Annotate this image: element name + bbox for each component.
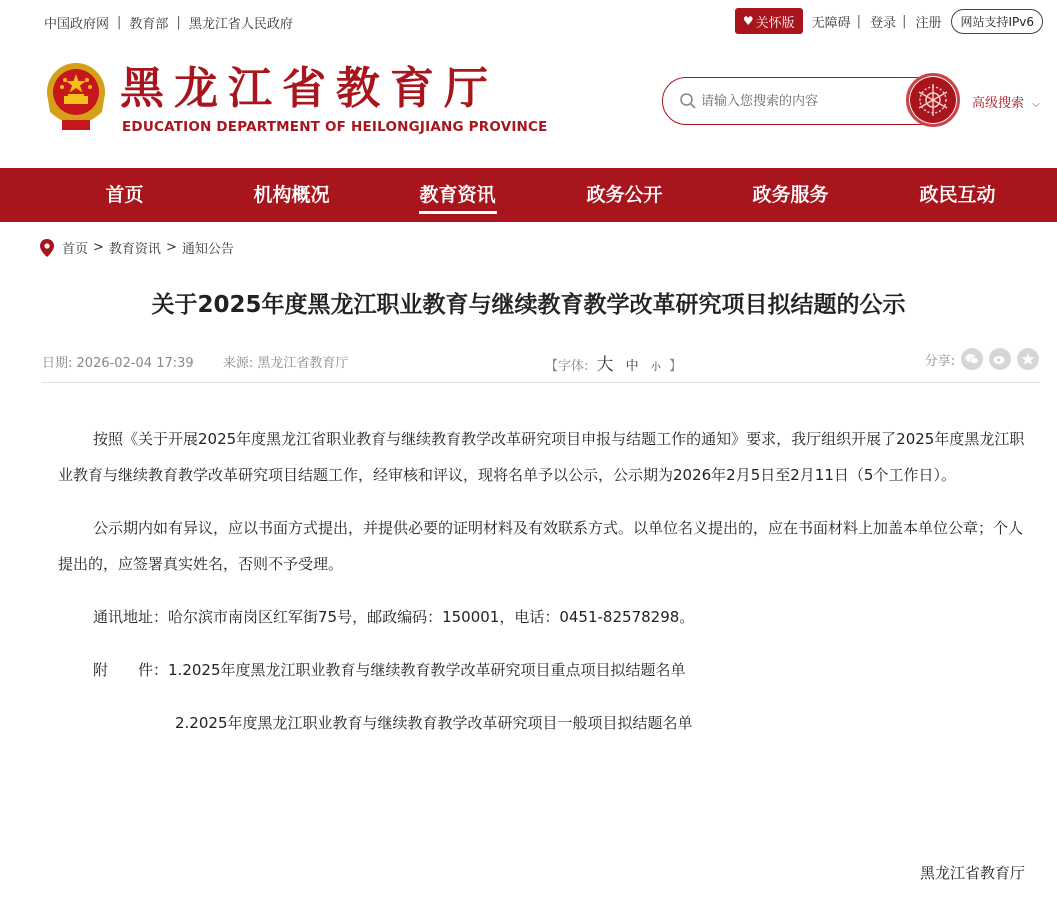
share-bar <box>925 348 1039 370</box>
paragraph: 按照《关于开展2025年度黑龙江省职业教育与继续教育教学改革研究项目申报与结题工作的通知》要求，我厅组织开展了2025年度黑龙江职业教育与继续教育教学改革研究项目结题工作，经审核和评议，现将名单予以公示，公示期为2026年2月5日至2月11日（5个工作日）。 <box>58 430 1025 484</box>
font-size-label: 【字体: <box>545 359 589 374</box>
attachment-link-1[interactable]: 1.2025年度黑龙江职业教育与继续教育教学改革研究项目重点项目拟结题名单 <box>168 661 686 679</box>
font-size-medium[interactable]: 中 <box>625 359 639 374</box>
search-button[interactable] <box>906 73 960 127</box>
font-size-close: 】 <box>668 359 682 374</box>
national-emblem-icon[interactable] <box>42 60 110 134</box>
font-size-switcher <box>545 350 682 375</box>
nav-item-news[interactable]: 教育资讯 <box>374 168 541 222</box>
heart-icon: ♥ <box>742 14 754 28</box>
article-title: 关于2025年度黑龙江职业教育与继续教育教学改革研究项目拟结题的公示 <box>151 292 906 318</box>
nav-item-interaction[interactable]: 政民互动 <box>919 184 996 206</box>
nav-item-public-affairs[interactable]: 政务公开 <box>586 184 663 206</box>
separator: | <box>117 15 122 30</box>
date-value: 2026-02-04 17:39 <box>76 356 194 371</box>
attachment-line-2 <box>58 705 1028 741</box>
attachment-label: 附 件： <box>93 661 169 679</box>
advanced-search-label: 高级搜索 <box>972 96 1025 111</box>
paragraph: 公示期内如有异议，应以书面方式提出，并提供必要的证明材料及有效联系方式。以单位名义提出的，应在书面材料上加盖本单位公章；个人提出的，应签署真实姓名，否则不予受理。 <box>58 519 1024 573</box>
link-gov-cn[interactable]: 中国政府网 <box>44 17 110 32</box>
weibo-icon[interactable] <box>989 348 1011 370</box>
wechat-icon[interactable] <box>961 348 983 370</box>
site-header <box>0 42 1057 168</box>
location-pin-icon <box>40 239 54 257</box>
font-size-large[interactable]: 大 <box>596 355 614 375</box>
search-input[interactable] <box>701 90 901 112</box>
date-label: 日期: <box>42 356 73 371</box>
separator: | <box>176 15 181 30</box>
login-link[interactable]: 登录 <box>870 15 897 31</box>
signature: 黑龙江省教育厅 <box>919 864 1025 882</box>
chevron-down-icon: ⌵ <box>1032 99 1040 110</box>
site-title: 黑龙江省教育厅 <box>120 63 498 114</box>
article-meta <box>42 352 348 371</box>
site-subtitle: EDUCATION DEPARTMENT OF HEILONGJIANG PROVINCE <box>122 119 548 135</box>
qzone-icon[interactable] <box>1017 348 1039 370</box>
font-size-small[interactable]: 小 <box>650 362 661 373</box>
snowflake-icon <box>909 76 957 124</box>
source-value: 黑龙江省教育厅 <box>257 356 349 371</box>
accessibility-link[interactable]: 无障碍 <box>811 15 851 31</box>
paragraph: 通讯地址：哈尔滨市南岗区红军街75号，邮政编码：150001，电话：0451-82578298。 <box>93 608 695 626</box>
attachment-link-2[interactable]: 2.2025年度黑龙江职业教育与继续教育教学改革研究项目一般项目拟结题名单 <box>175 714 693 732</box>
advanced-search-link[interactable] <box>972 92 1040 111</box>
top-right-tools <box>735 8 1043 34</box>
breadcrumb-home[interactable]: 首页 <box>62 242 89 257</box>
search-icon <box>679 92 697 110</box>
breadcrumb-separator: > <box>165 240 177 255</box>
separator: | <box>856 13 862 29</box>
care-mode-label: 关怀版 <box>755 15 795 31</box>
link-moe[interactable]: 教育部 <box>129 17 169 32</box>
meta-divider <box>42 382 1040 383</box>
care-mode-button[interactable] <box>735 8 803 34</box>
source-label: 来源: <box>222 356 254 371</box>
top-links <box>44 13 293 32</box>
nav-item-home[interactable]: 首页 <box>105 184 144 206</box>
breadcrumb-notices[interactable]: 通知公告 <box>181 242 234 257</box>
breadcrumb-separator: > <box>93 240 104 255</box>
breadcrumb-news[interactable]: 教育资讯 <box>108 242 161 257</box>
ipv6-badge[interactable]: 网站支持IPv6 <box>951 9 1043 34</box>
nav-item-about[interactable]: 机构概况 <box>253 184 330 206</box>
link-hlj-gov[interactable]: 黑龙江省人民政府 <box>188 17 293 32</box>
main-nav <box>0 168 1057 222</box>
nav-item-services[interactable]: 政务服务 <box>752 184 829 206</box>
register-link[interactable]: 注册 <box>915 15 942 31</box>
breadcrumb <box>40 238 234 257</box>
attachment-line-1 <box>58 652 1028 688</box>
separator: | <box>902 13 907 29</box>
share-label: 分享: <box>924 353 955 369</box>
article-body <box>58 421 1028 758</box>
top-bar <box>0 0 1057 42</box>
